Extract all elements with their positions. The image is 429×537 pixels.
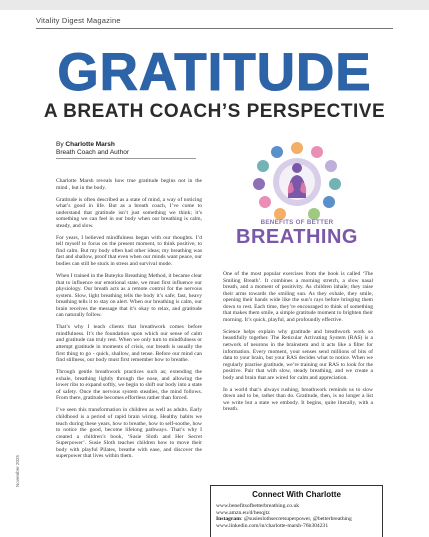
- paragraph: Science helps explain why gratitude and breathwork work so beautifully together. The Reticular Activating System (RAS) is a network of neurons in the brainstem and it acts like a filter for information. Every moment, your senses send millions of bits of data to your brain, but your RAS decides what to notice. When we regularly practise gratitude, we’re training our RAS to look for the positive. Pair that with slow, steady breathing, and we create a body and brain that are wired for calm and appreciation.: [223, 328, 373, 381]
- paragraph: That’s why I teach clients that breathwork comes before mindfulness. It’s the foundation upon which our sense of calm and gratitude can truly rest. When we only turn to mindfulness or attempt gratitude in moments of crisis, our breath is usually the first thing to go - quick, shallow, and tense. Before our mind can find stillness, our body must first remember how to breathe.: [56, 324, 202, 364]
- right-column: [223, 271, 373, 418]
- website-link[interactable]: www.benefitsofbetterbreathing.co.uk: [216, 503, 300, 509]
- linkedin-link[interactable]: www.linkedin.com/in/charlotte-marsh-76b304231: [216, 522, 329, 529]
- headline: GRATITUDE: [57, 43, 372, 102]
- header-rule: [36, 28, 393, 29]
- paragraph: One of the most popular exercises from the book is called ‘The Smiling Breath’. It combines a morning stretch, a slow nasal breath, and a moment of positivity. As children inhale; they raise their arms towards the smiling sun. As they exhale, they smile, opening their hands wide like the sun’s rays before bringing them down to rest. Each time, they’re encouraged to think of something that makes them smile, a simple gratitude moment to brighten their morning. It’s quick, playful, and profoundly effective.: [223, 271, 373, 323]
- author-role: Breath Coach and Author: [56, 149, 129, 156]
- top-bar: [0, 0, 429, 10]
- amazon-link[interactable]: www.amzn.eu/d/hesqjtz: [216, 509, 270, 516]
- paragraph: For years, I believed mindfulness began with our thoughts. I’d tell myself to focus on the present moment, to think positive, to find calm. But my body often had other ideas; my breathing was fast and shallow, proof that even when our minds want peace, our bodies can still be stuck in stress and survival mode.: [56, 234, 202, 268]
- issue-date: November 2025: [15, 454, 20, 487]
- instagram-handles[interactable]: @susieslothsecretsuperpower, @betterbreathing: [243, 516, 352, 522]
- paragraph: I’ve seen this transformation in children as well as adults. Early childhood is a period of rapid brain wiring. Healthy habits we teach during these years, how to breathe, how to self-soothe, how to notice the good, become lifelong pathways. That’s why I created a children’s book, ‘Susie Sloth and Her Secret Superpower’. Susie Sloth teaches children how to move their body with playful Pilates, breathe with ease, and discover the superpower that lives within them.: [56, 407, 202, 460]
- paragraph: In a world that’s always rushing, breathwork reminds us to slow down and to be, rather than do. Gratitude, then, is no longer a list we write but a state we embody. It begins, quite literally, with a breath.: [223, 386, 373, 413]
- paragraph: When I trained in the Buteyko Breathing Method, it became clear that to influence our emotional state, we must first influence our physiology. Our breath acts as a remote control for the nervous system. Slow, light breathing tells the body it’s safe; fast, heavy breathing tells it to stay on alert. When our breathing is calm, our brain receives the message that it’s okay to relax, and gratitude can naturally follow.: [56, 273, 202, 319]
- connect-box: [210, 485, 383, 537]
- author-name: Charlotte Marsh: [65, 141, 115, 148]
- logo-caption-small: BENEFITS OF BETTER: [260, 219, 334, 226]
- subheadline: A BREATH COACH’S PERSPECTIVE: [43, 101, 386, 122]
- instagram-line: Instagram: @susieslothsecretsuperpower, @betterbreathing: [216, 516, 352, 522]
- byline-prefix: By: [56, 141, 64, 148]
- byline-rule: [56, 158, 196, 159]
- byline: [56, 141, 115, 149]
- logo-caption-large: BREATHING: [236, 226, 358, 248]
- paragraph: Through gentle breathwork practices such as; extending the exhale, breathing lightly through the nose, and allowing the lower ribs to expand softly, we begin to shift our body into a state of safety. Once the nervous system steadies, the mind follows. From there, gratitude becomes effortless rather than forced.: [56, 369, 202, 402]
- connect-title: Connect With Charlotte: [252, 490, 341, 499]
- left-column: [56, 178, 202, 465]
- paragraph: Charlotte Marsh reveals how true gratitude begins not in the mind , but in the body.: [56, 178, 202, 191]
- magazine-name: Vitality Digest Magazine: [36, 16, 121, 25]
- instagram-label: Instagram: [216, 516, 241, 522]
- paragraph: Gratitude is often described as a state of mind, a way of noticing what’s good in life. But as a breath coach, I’ve come to understand that gratitude isn’t just something we think; it’s something we can feel in our body when our breathing is calm, steady, and slow.: [56, 196, 202, 229]
